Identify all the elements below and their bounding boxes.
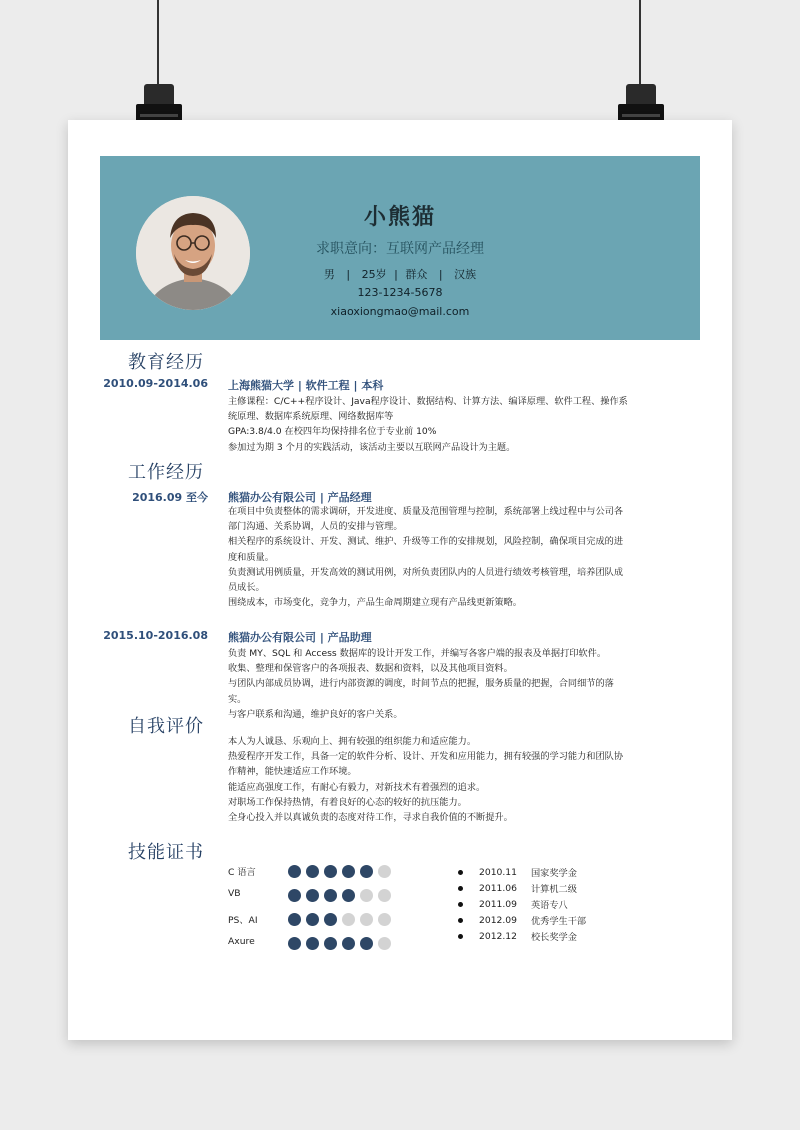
skill-dot-filled — [324, 865, 337, 878]
section-title-education: 教育经历 — [128, 352, 204, 373]
award-year: 2010.11 — [479, 866, 517, 878]
skill-dot-filled — [288, 913, 301, 926]
job-intent: 求职意向：互联网产品经理 — [316, 241, 484, 257]
skill-dot-empty — [360, 913, 373, 926]
award-year: 2011.09 — [479, 898, 517, 910]
job-date: 2016.09 至今 — [132, 491, 208, 504]
award-item — [458, 897, 568, 911]
skill-rating — [288, 913, 391, 926]
skill-name: Axure — [228, 936, 255, 947]
skill-dot-empty — [378, 865, 391, 878]
meta-separator: | — [394, 268, 398, 281]
award-name: 英语专八 — [531, 900, 568, 911]
job-line: 负责测试用例质量，开发高效的测试用例，对所负责团队内的人员进行绩效考核管理，培养团队成员成长。 — [228, 566, 624, 594]
education-line: GPA:3.8/4.0 在校四年均保持排名位于专业前 10% — [228, 426, 437, 438]
skill-rating — [288, 889, 391, 902]
skill-dot-filled — [360, 865, 373, 878]
award-item — [458, 929, 577, 943]
job-line: 相关程序的系统设计、开发、测试、维护、升级等工作的安排规划，风险控制，确保项目完成的进度和质量。 — [228, 536, 624, 563]
skill-dot-filled — [342, 865, 355, 878]
job-line: 在项目中负责整体的需求调研，开发进度、质量及范围管理与控制，系统部署上线过程中与公司各部门沟通、关系协调，人员的安排与管理。 — [228, 506, 624, 533]
ethnicity: 汉族 — [454, 268, 477, 281]
skill-dot-filled — [342, 937, 355, 950]
bullet-icon — [458, 918, 463, 923]
skill-dot-empty — [342, 913, 355, 926]
job-line: 与团队内部成员协调，进行内部资源的调度，时间节点的把握，服务质量的把握，合同细节的落实。 — [228, 678, 614, 705]
skill-dot-filled — [360, 937, 373, 950]
award-name: 国家奖学金 — [531, 868, 577, 879]
self-evaluation-text — [228, 734, 628, 825]
job-title: 熊猫办公有限公司 | 产品经理 — [228, 491, 372, 504]
education-line: 主修课程：C/C++程序设计、Java程序设计、数据结构、计算方法、编译原理、软件工程、操作系统原理、数据库系统原理、网络数据库等 — [228, 396, 628, 423]
job-date: 2015.10-2016.08 — [103, 629, 208, 642]
resume-paper — [68, 120, 732, 1040]
skill-dot-empty — [378, 937, 391, 950]
skill-dot-empty — [360, 889, 373, 902]
skill-dot-filled — [324, 937, 337, 950]
meta-separator: | — [346, 268, 351, 281]
section-title-work: 工作经历 — [128, 462, 204, 483]
job-line: 负责 MY、SQL 和 Access 数据库的设计开发工作，并编写各客户端的报表及单据打印软件。 — [228, 648, 607, 659]
award-year: 2011.06 — [479, 882, 517, 894]
candidate-name: 小熊猫 — [363, 205, 436, 230]
self-line: 全身心投入并以真诚负责的态度对待工作，寻求自我价值的不断提升。 — [228, 812, 513, 824]
education-line: 参加过为期 3 个月的实践活动，该活动主要以互联网产品设计为主题。 — [228, 441, 516, 453]
job-details — [228, 646, 628, 722]
bullet-icon — [458, 934, 463, 939]
job-line: 收集、整理和保管客户的各项报表、数据和资料，以及其他项目资料。 — [228, 663, 513, 675]
header-banner — [100, 156, 700, 340]
skill-dot-filled — [288, 865, 301, 878]
bullet-icon — [458, 902, 463, 907]
job-title: 熊猫办公有限公司 | 产品助理 — [228, 631, 372, 644]
bullet-icon — [458, 870, 463, 875]
gender: 男 — [323, 268, 335, 281]
award-item — [458, 881, 577, 895]
skill-dot-empty — [378, 913, 391, 926]
phone: 123-1234-5678 — [357, 286, 443, 299]
skill-dot-filled — [288, 937, 301, 950]
skill-rating — [288, 937, 391, 950]
job-line: 围绕成本，市场变化，竞争力，产品生命周期建立现有产品线更新策略。 — [228, 597, 522, 609]
award-name: 计算机二级 — [531, 884, 577, 895]
education-details — [228, 394, 628, 455]
skill-rating — [288, 865, 391, 878]
skill-dot-filled — [306, 865, 319, 878]
skill-dot-filled — [324, 913, 337, 926]
section-title-self-evaluation: 自我评价 — [128, 716, 204, 737]
skill-dot-filled — [342, 889, 355, 902]
award-item — [458, 865, 577, 879]
section-title-skills: 技能证书 — [128, 842, 204, 863]
age: 25岁 — [361, 268, 387, 281]
skill-name: C 语言 — [228, 867, 256, 878]
award-year: 2012.09 — [479, 914, 517, 926]
award-name: 优秀学生干部 — [531, 916, 587, 927]
award-year: 2012.12 — [479, 930, 517, 942]
education-school: 上海熊猫大学 | 软件工程 | 本科 — [228, 379, 384, 392]
award-name: 校长奖学金 — [531, 932, 577, 943]
skill-dot-empty — [378, 889, 391, 902]
skill-dot-filled — [324, 889, 337, 902]
education-date: 2010.09-2014.06 — [103, 377, 208, 390]
skill-dot-filled — [288, 889, 301, 902]
personal-meta — [100, 266, 700, 282]
email: xiaoxiongmao@mail.com — [330, 305, 470, 318]
self-line: 对职场工作保持热情，有着良好的心态的较好的抗压能力。 — [228, 796, 467, 808]
self-line: 热爱程序开发工作，具备一定的软件分析、设计、开发和应用能力，拥有较强的学习能力和团队协作精神，能快速适应工作环境。 — [228, 751, 624, 778]
skill-name: VB — [228, 888, 241, 899]
skill-dot-filled — [306, 913, 319, 926]
political-status: 群众 — [405, 268, 428, 281]
meta-separator: | — [438, 268, 443, 281]
bullet-icon — [458, 886, 463, 891]
skill-name: PS、AI — [228, 915, 258, 926]
skill-dot-filled — [306, 937, 319, 950]
self-line: 能适应高强度工作，有耐心有毅力，对新技术有着强烈的追求。 — [228, 781, 486, 793]
award-item — [458, 913, 586, 927]
skill-dot-filled — [306, 889, 319, 902]
self-line: 本人为人诚恳、乐观向上、拥有较强的组织能力和适应能力。 — [228, 736, 477, 747]
job-line: 与客户联系和沟通，维护良好的客户关系。 — [228, 708, 403, 720]
job-details — [228, 504, 628, 610]
